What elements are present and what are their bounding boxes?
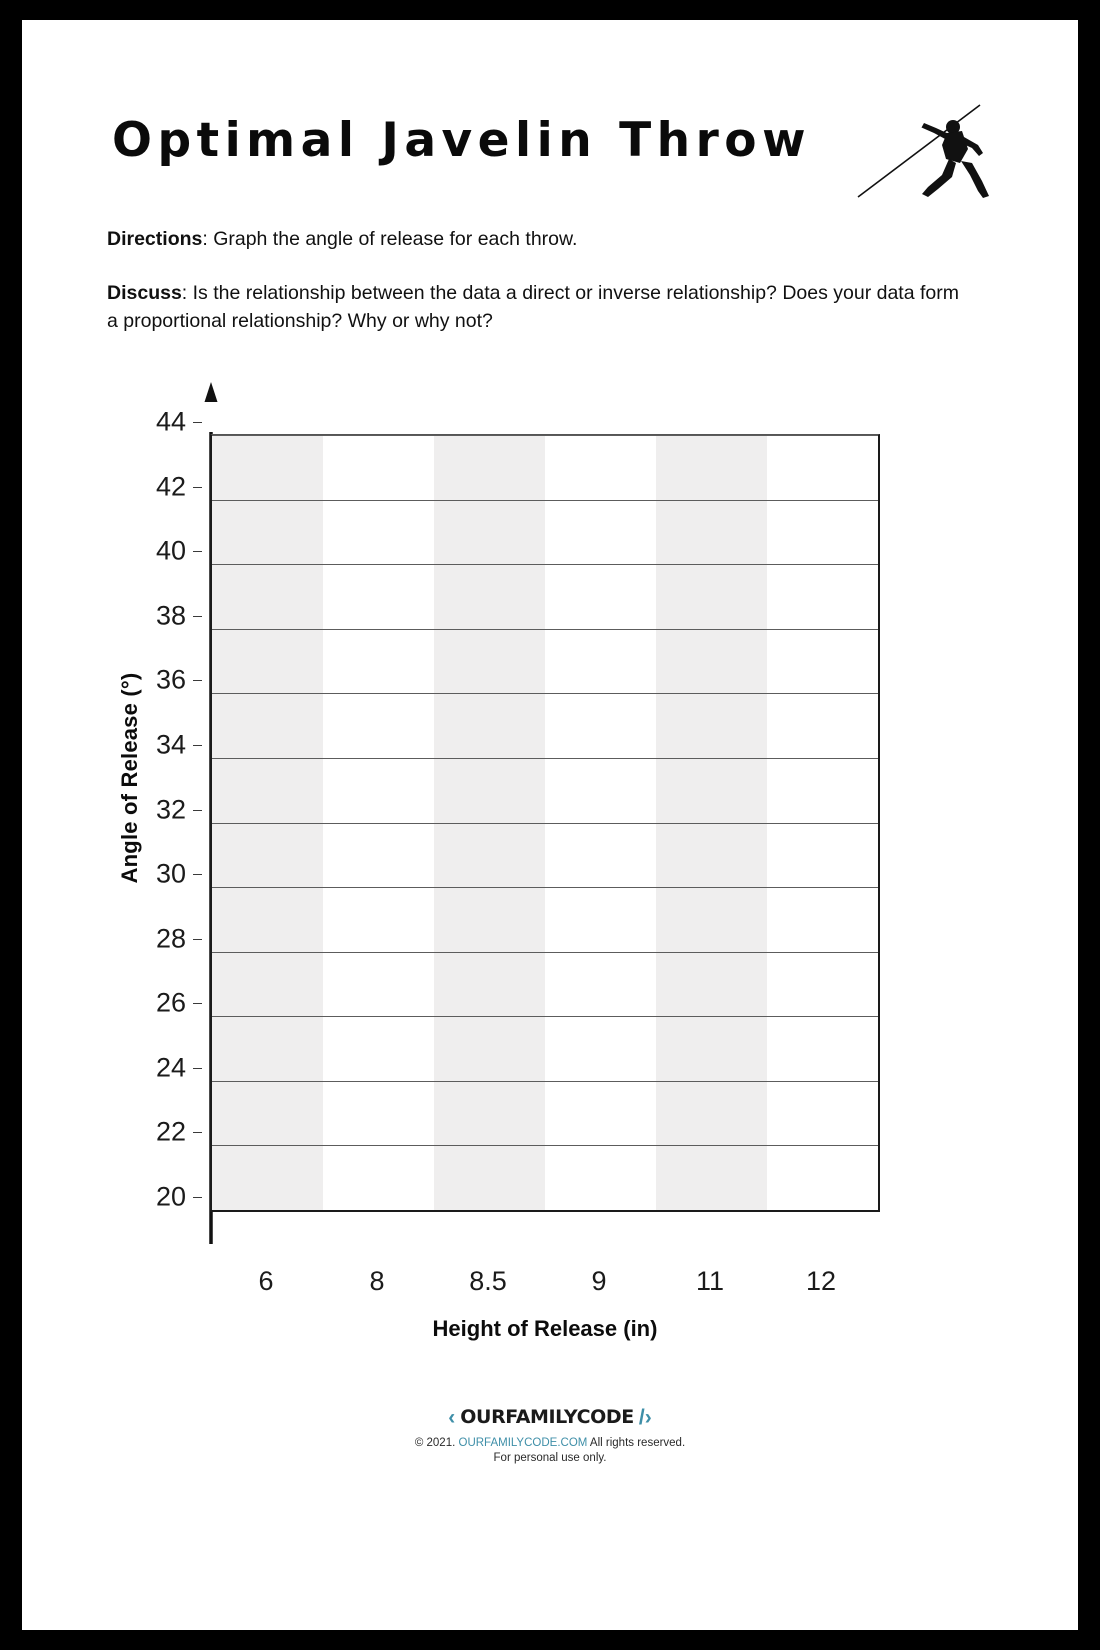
y-axis-tick-mark xyxy=(193,551,202,552)
gridline xyxy=(212,1081,878,1082)
y-axis-tick-mark xyxy=(193,810,202,811)
directions-text: : Graph the angle of release for each throw. xyxy=(202,228,578,250)
copyright-line xyxy=(22,1436,1078,1451)
page-header xyxy=(112,105,992,205)
y-axis-tick-label: 38 xyxy=(155,600,186,631)
directions-line xyxy=(107,225,967,253)
gridline xyxy=(212,564,878,565)
y-axis-tick-label: 40 xyxy=(155,535,186,566)
logo-wordmark: OURFAMILYCODE xyxy=(460,1405,634,1428)
ourfamilycode-logo xyxy=(22,1405,1078,1429)
y-axis-tick-mark xyxy=(193,939,202,940)
worksheet-sheet xyxy=(22,20,1078,1630)
y-axis-tick-label: 42 xyxy=(155,471,186,502)
x-axis-tick-label: 6 xyxy=(258,1266,274,1296)
personal-use-line: For personal use only. xyxy=(493,1452,607,1464)
gridline xyxy=(212,887,878,888)
plot-area[interactable] xyxy=(210,434,880,1212)
y-axis-tick-label: 22 xyxy=(155,1116,186,1147)
y-axis-tick-label: 34 xyxy=(155,729,186,760)
instructions-block xyxy=(107,225,967,361)
y-axis-tick-mark xyxy=(193,745,202,746)
gridline xyxy=(212,693,878,694)
right-chevron-icon: /› xyxy=(638,1405,652,1429)
y-axis-tick-mark xyxy=(193,616,202,617)
copyright-suffix: All rights reserved. xyxy=(589,1437,686,1449)
y-axis-tick-mark xyxy=(193,422,202,423)
y-axis-tick-mark xyxy=(193,680,202,681)
directions-label: Directions xyxy=(107,228,203,250)
discuss-label: Discuss xyxy=(107,282,182,304)
gridline xyxy=(212,1016,878,1017)
y-axis-tick-mark xyxy=(193,487,202,488)
y-axis-tick-label: 26 xyxy=(155,987,186,1018)
copyright-site: OURFAMILYCODE.COM xyxy=(458,1437,588,1449)
graph-block xyxy=(82,370,1022,1380)
x-axis-tick-label: 9 xyxy=(591,1266,607,1296)
copyright-prefix: © 2021. xyxy=(414,1437,456,1449)
page-title: Optimal Javelin Throw xyxy=(112,113,812,168)
y-axis-tick-label: 24 xyxy=(155,1052,186,1083)
x-axis-tick-label: 12 xyxy=(805,1266,837,1296)
x-axis-tick-label: 8.5 xyxy=(469,1266,507,1296)
gridline xyxy=(212,758,878,759)
y-axis-tick-label: 28 xyxy=(155,923,186,954)
gridline xyxy=(212,500,878,501)
y-axis-tick-label: 30 xyxy=(155,858,186,889)
y-axis-tick-mark xyxy=(193,874,202,875)
gridline xyxy=(212,823,878,824)
gridline xyxy=(212,435,878,436)
y-axis-tick-mark xyxy=(193,1132,202,1133)
gridline xyxy=(212,952,878,953)
y-axis-labels xyxy=(80,406,202,1212)
discuss-line xyxy=(107,279,967,335)
y-axis-title: Angle of Release (°) xyxy=(117,672,142,884)
x-axis-labels xyxy=(210,1266,880,1306)
worksheet-page xyxy=(22,20,1078,1630)
page-footer xyxy=(22,1405,1078,1466)
y-axis-tick-mark xyxy=(193,1003,202,1004)
x-axis-tick-label: 11 xyxy=(695,1266,725,1296)
y-axis-tick-label: 44 xyxy=(155,406,186,437)
left-chevron-icon: ‹ xyxy=(448,1405,456,1429)
javelin-thrower-icon xyxy=(852,101,992,201)
gridline xyxy=(212,629,878,630)
x-axis-tick-label: 8 xyxy=(369,1266,385,1296)
y-axis-tick-mark xyxy=(193,1068,202,1069)
discuss-text: : Is the relationship between the data a direct or inverse relationship? Does your data form a proportional relationship? Why or why not? xyxy=(107,282,959,332)
y-axis-tick-label: 20 xyxy=(155,1181,186,1212)
plot-wrapper xyxy=(204,382,880,1212)
y-axis-tick-mark xyxy=(193,1197,202,1198)
y-axis-tick-label: 36 xyxy=(155,664,186,695)
gridline xyxy=(212,1145,878,1146)
y-axis-tick-label: 32 xyxy=(155,794,186,825)
x-axis-title: Height of Release (in) xyxy=(432,1316,658,1341)
